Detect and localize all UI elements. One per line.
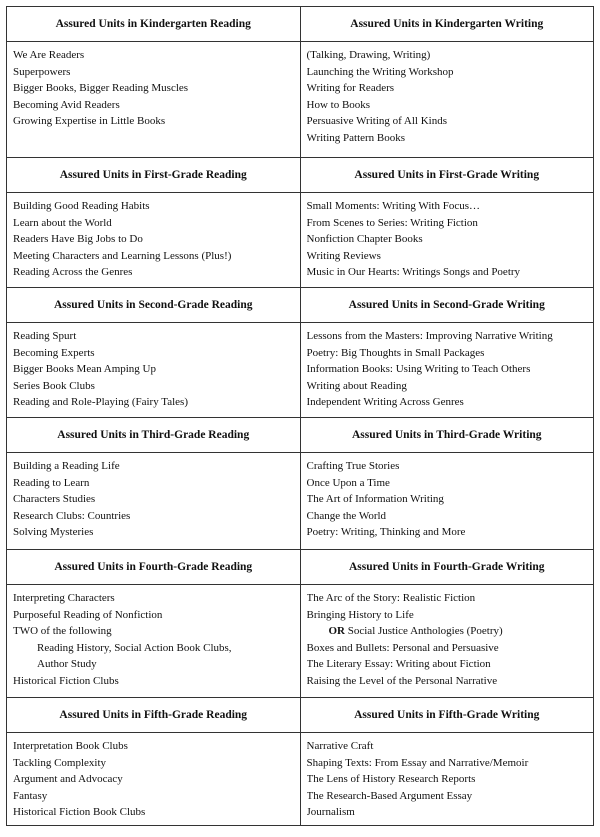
first-grade-reading-list: [7, 193, 300, 285]
list-item: Information Books: Using Writing to Teach Others: [306, 363, 531, 376]
third-grade-reading-list: [7, 453, 300, 545]
list-item: Boxes and Bullets: Personal and Persuasive: [306, 641, 499, 654]
list-item: Independent Writing Across Genres: [306, 396, 464, 409]
list-item: Building a Reading Life: [13, 460, 120, 472]
first-grade-writing-header: Assured Units in First-Grade Writing: [300, 158, 594, 193]
units-row: [7, 453, 594, 550]
list-item: Argument and Advocacy: [13, 773, 123, 786]
list-item: Reading to Learn: [13, 476, 90, 489]
list-item: The Literary Essay: Writing about Fiction: [306, 658, 491, 671]
list-item: Writing for Readers: [306, 82, 395, 95]
or-keyword: OR: [328, 625, 345, 638]
kindergarten-writing-header: Assured Units in Kindergarten Writing: [300, 7, 594, 42]
third-grade-writing-header: Assured Units in Third-Grade Writing: [300, 418, 594, 453]
list-item: Growing Expertise in Little Books: [13, 115, 166, 128]
list-item: Becoming Avid Readers: [13, 98, 120, 111]
list-item: Reading and Role-Playing (Fairy Tales): [13, 396, 188, 409]
first-grade-reading-cell: [7, 193, 301, 288]
fifth-grade-writing-cell: [300, 733, 594, 826]
list-item: Bigger Books, Bigger Reading Muscles: [13, 82, 189, 95]
list-item: Tackling Complexity: [13, 756, 107, 769]
or-list-item: [307, 623, 588, 640]
list-item: Characters Studies: [13, 493, 96, 506]
list-item: (Talking, Drawing, Writing): [306, 49, 431, 61]
header-row: [7, 550, 594, 585]
fifth-grade-writing-list: [301, 733, 594, 825]
list-item: Music in Our Hearts: Writings Songs and Poetry: [306, 266, 521, 279]
first-grade-reading-header: Assured Units in First-Grade Reading: [7, 158, 301, 193]
header-row: [7, 288, 594, 323]
second-grade-reading-cell: [7, 323, 301, 418]
units-row: [7, 733, 594, 826]
fourth-grade-reading-header: Assured Units in Fourth-Grade Reading: [7, 550, 301, 585]
second-grade-reading-header: Assured Units in Second-Grade Reading: [7, 288, 301, 323]
list-item: Poetry: Big Thoughts in Small Packages: [306, 346, 485, 359]
list-item: Fantasy: [13, 789, 48, 802]
sub-list-item: Reading History, Social Action Book Clubs,: [37, 641, 232, 654]
fifth-grade-reading-cell: [7, 733, 301, 826]
fourth-grade-writing-list: [301, 585, 594, 694]
header-row: [7, 158, 594, 193]
units-row: [7, 323, 594, 418]
kindergarten-reading-cell: [7, 42, 301, 158]
fourth-grade-reading-cell: [7, 585, 301, 698]
assured-units-table: [6, 6, 594, 826]
kindergarten-reading-list: [7, 42, 300, 134]
units-row: [7, 42, 594, 158]
list-item: Persuasive Writing of All Kinds: [306, 115, 448, 128]
third-grade-writing-cell: [300, 453, 594, 550]
second-grade-writing-list: [301, 323, 594, 415]
or-item-text: Social Justice Anthologies (Poetry): [345, 625, 503, 638]
list-item: Historical Fiction Clubs: [13, 674, 119, 687]
list-item: Change the World: [306, 509, 387, 522]
list-item: Superpowers: [13, 65, 71, 78]
list-item: The Arc of the Story: Realistic Fiction: [306, 592, 476, 604]
list-item: The Art of Information Writing: [306, 493, 444, 506]
list-item: TWO of the following: [13, 625, 112, 638]
list-item: Lessons from the Masters: Improving Narrative Writing: [306, 330, 553, 342]
list-item: The Research-Based Argument Essay: [306, 789, 473, 802]
list-item: Raising the Level of the Personal Narrative: [306, 674, 498, 687]
list-item: Writing Pattern Books: [306, 131, 406, 144]
list-item: Once Upon a Time: [306, 476, 390, 489]
list-item: Crafting True Stories: [306, 460, 400, 472]
sub-list-item: Author Study: [37, 658, 97, 671]
fifth-grade-writing-header: Assured Units in Fifth-Grade Writing: [300, 698, 594, 733]
kindergarten-writing-cell: [300, 42, 594, 158]
fifth-grade-reading-header: Assured Units in Fifth-Grade Reading: [7, 698, 301, 733]
list-item: The Lens of History Research Reports: [306, 773, 476, 786]
list-item: Learn about the World: [13, 216, 112, 229]
header-row: [7, 418, 594, 453]
list-item: Reading Across the Genres: [13, 266, 133, 279]
list-item: Series Book Clubs: [13, 379, 95, 392]
list-item: Journalism: [306, 806, 355, 819]
list-item: Research Clubs: Countries: [13, 509, 131, 522]
first-grade-writing-cell: [300, 193, 594, 288]
first-grade-writing-list: [301, 193, 594, 285]
header-row: [7, 7, 594, 42]
list-item: Interpreting Characters: [13, 592, 115, 604]
list-item: Writing Reviews: [306, 249, 381, 262]
list-item: Bigger Books Mean Amping Up: [13, 363, 156, 376]
third-grade-writing-list: [301, 453, 594, 545]
header-row: [7, 698, 594, 733]
list-item: How to Books: [306, 98, 371, 111]
units-row: [7, 193, 594, 288]
list-item: Poetry: Writing, Thinking and More: [306, 526, 466, 539]
fourth-grade-writing-header: Assured Units in Fourth-Grade Writing: [300, 550, 594, 585]
list-item: Meeting Characters and Learning Lessons (Plus!): [13, 249, 232, 262]
units-row: [7, 585, 594, 698]
list-item: Interpretation Book Clubs: [13, 740, 128, 752]
list-item: Reading Spurt: [13, 330, 77, 342]
list-item: Bringing History to Life: [306, 608, 414, 621]
list-item: Historical Fiction Book Clubs: [13, 806, 146, 819]
list-item: Writing about Reading: [306, 379, 407, 392]
list-item: Solving Mysteries: [13, 526, 94, 539]
list-item: We Are Readers: [13, 49, 85, 61]
fourth-grade-writing-cell: [300, 585, 594, 698]
list-item: From Scenes to Series: Writing Fiction: [306, 216, 478, 229]
list-item: Building Good Reading Habits: [13, 200, 150, 212]
list-item: Launching the Writing Workshop: [306, 65, 454, 78]
second-grade-writing-header: Assured Units in Second-Grade Writing: [300, 288, 594, 323]
kindergarten-writing-list: [301, 42, 594, 151]
list-item: Narrative Craft: [306, 740, 374, 752]
list-item: Purposeful Reading of Nonfiction: [13, 608, 163, 621]
second-grade-writing-cell: [300, 323, 594, 418]
list-item: Nonfiction Chapter Books: [306, 233, 423, 246]
second-grade-reading-list: [7, 323, 300, 415]
third-grade-reading-cell: [7, 453, 301, 550]
third-grade-reading-header: Assured Units in Third-Grade Reading: [7, 418, 301, 453]
list-item: Shaping Texts: From Essay and Narrative/Memoir: [306, 756, 529, 769]
fourth-grade-reading-list: [7, 585, 300, 694]
fifth-grade-reading-list: [7, 733, 300, 825]
list-item: Readers Have Big Jobs to Do: [13, 233, 143, 246]
kindergarten-reading-header: Assured Units in Kindergarten Reading: [7, 7, 301, 42]
list-item: Small Moments: Writing With Focus…: [306, 200, 480, 212]
list-item: Becoming Experts: [13, 346, 95, 359]
